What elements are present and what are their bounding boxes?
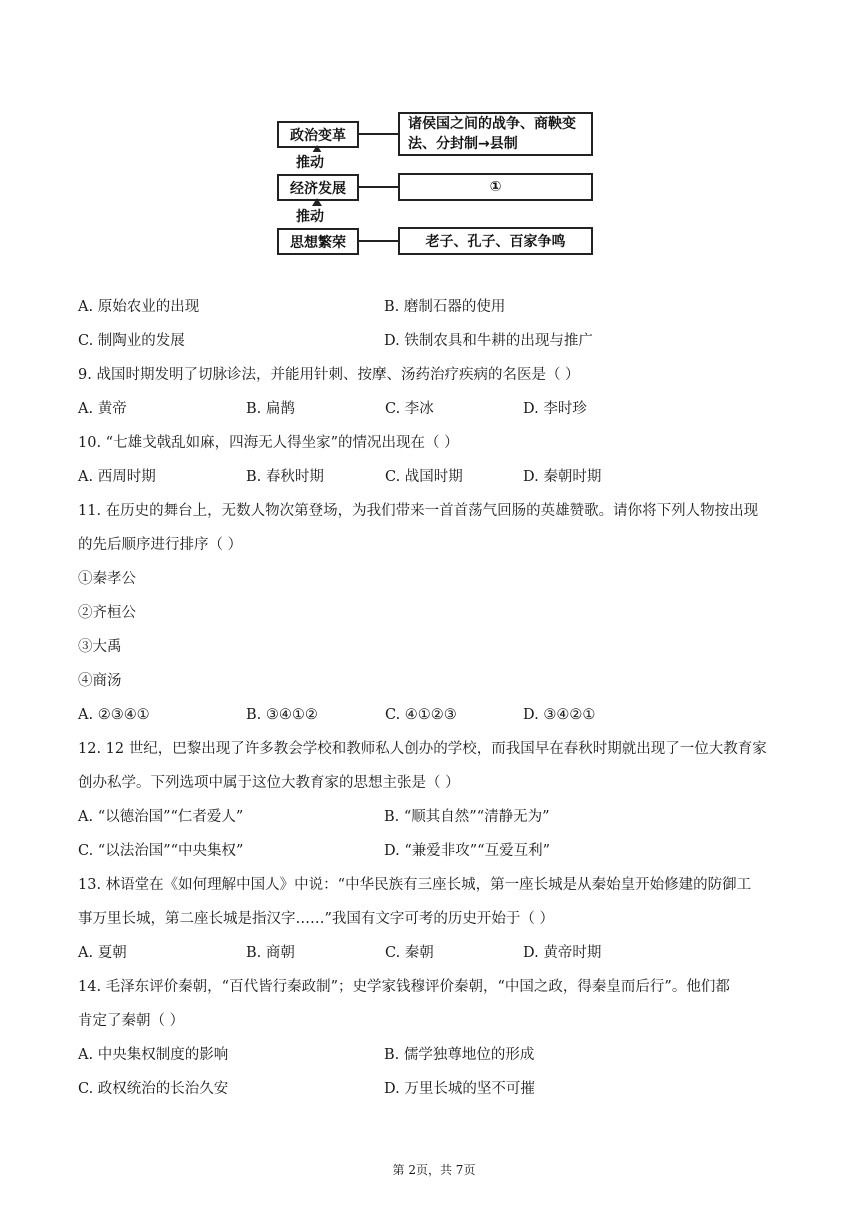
diagram-box-thought: 思想繁荣 — [277, 228, 359, 255]
flow-diagram — [273, 110, 595, 258]
q14-stem-line1: 14. 毛泽东评价秦朝，“百代皆行秦政制”；史学家钱穆评价秦朝，“中国之政，得秦皇而后行”。他们都 — [78, 979, 730, 995]
diagram-connector-2 — [359, 186, 398, 188]
q9-option-a: A. 黄帝 — [78, 401, 127, 417]
diagram-politics-detail-text: 诸侯国之间的战争、商鞅变法、分封制→县制 — [408, 116, 576, 152]
q10-stem: 10. “七雄戈戟乱如麻，四海无人得坐家”的情况出现在（ ） — [78, 435, 459, 451]
q12-option-a: A. “以德治国”“仁者爱人” — [78, 809, 244, 825]
q12-option-b: B. “顺其自然”“清静无为” — [384, 809, 550, 825]
q8-option-a: A. 原始农业的出现 — [78, 299, 200, 315]
q9-stem: 9. 战国时期发明了切脉诊法，并能用针刺、按摩、汤药治疗疾病的名医是（ ） — [78, 367, 580, 383]
q14-option-d: D. 万里长城的坚不可摧 — [384, 1081, 535, 1097]
q11-option-d: D. ③④②① — [523, 707, 596, 723]
q14-option-a: A. 中央集权制度的影响 — [78, 1047, 229, 1063]
q8-option-d: D. 铁制农具和牛耕的出现与推广 — [384, 333, 593, 349]
q11-option-b: B. ③④①② — [246, 707, 318, 723]
diagram-box-thought-detail: 老子、孔子、百家争鸣 — [398, 227, 593, 255]
q10-option-d: D. 秦朝时期 — [523, 469, 602, 485]
q10-option-b: B. 春秋时期 — [246, 469, 324, 485]
q9-option-b: B. 扁鹊 — [246, 401, 295, 417]
q11-stem-line2: 的先后顺序进行排序（ ） — [78, 537, 243, 553]
q10-option-a: A. 西周时期 — [78, 469, 156, 485]
q10-option-c: C. 战国时期 — [385, 469, 463, 485]
q12-stem-line2: 创办私学。下列选项中属于这位大教育家的思想主张是（ ） — [78, 775, 460, 791]
q13-stem-line1: 13. 林语堂在《如何理解中国人》中说：“中华民族有三座长城，第一座长城是从秦始皇开始修建的防御工 — [78, 877, 752, 893]
q9-option-c: C. 李冰 — [385, 401, 434, 417]
q12-option-d: D. “兼爱非攻”“互爱互利” — [384, 843, 550, 859]
q11-option-c: C. ④①②③ — [385, 707, 457, 723]
page-footer: 第 2页，共 7页 — [392, 1163, 476, 1177]
q11-item-3: ③大禹 — [78, 639, 122, 655]
q11-item-4: ④商汤 — [78, 673, 122, 689]
q8-option-c: C. 制陶业的发展 — [78, 333, 185, 349]
q11-item-2: ②齐桓公 — [78, 605, 136, 621]
q14-option-b: B. 儒学独尊地位的形成 — [384, 1047, 535, 1063]
q11-item-1: ①秦孝公 — [78, 571, 136, 587]
arrow-up-icon — [312, 198, 322, 206]
q11-stem-line1: 11. 在历史的舞台上，无数人物次第登场，为我们带来一首首荡气回肠的英雄赞歌。请你将下列人物按出现 — [78, 503, 759, 519]
diagram-box-politics: 政治变革 — [277, 121, 359, 148]
q14-stem-line2: 肯定了秦朝（ ） — [78, 1013, 185, 1029]
diagram-box-economy: 经济发展 — [277, 174, 359, 201]
diagram-box-politics-detail — [398, 112, 593, 156]
diagram-connector-3 — [359, 240, 398, 242]
q13-option-a: A. 夏朝 — [78, 945, 127, 961]
q8-option-b: B. 磨制石器的使用 — [384, 299, 506, 315]
diagram-arrow-label-2: 推动 — [295, 206, 325, 226]
q13-option-d: D. 黄帝时期 — [523, 945, 602, 961]
q13-option-b: B. 商朝 — [246, 945, 295, 961]
q12-option-c: C. “以法治国”“中央集权” — [78, 843, 244, 859]
q12-stem-line1: 12. 12 世纪，巴黎出现了许多教会学校和教师私人创办的学校，而我国早在春秋时期就出现了一位大教育家 — [78, 741, 767, 757]
q9-option-d: D. 李时珍 — [523, 401, 587, 417]
q14-option-c: C. 政权统治的长治久安 — [78, 1081, 229, 1097]
q13-option-c: C. 秦朝 — [385, 945, 434, 961]
q11-option-a: A. ②③④① — [78, 707, 150, 723]
diagram-connector-1 — [359, 133, 398, 135]
diagram-box-economy-detail: ① — [398, 173, 593, 201]
q13-stem-line2: 事万里长城，第二座长城是指汉字……”我国有文字可考的历史开始于（ ） — [78, 911, 555, 927]
diagram-arrow-label-1: 推动 — [295, 152, 325, 172]
